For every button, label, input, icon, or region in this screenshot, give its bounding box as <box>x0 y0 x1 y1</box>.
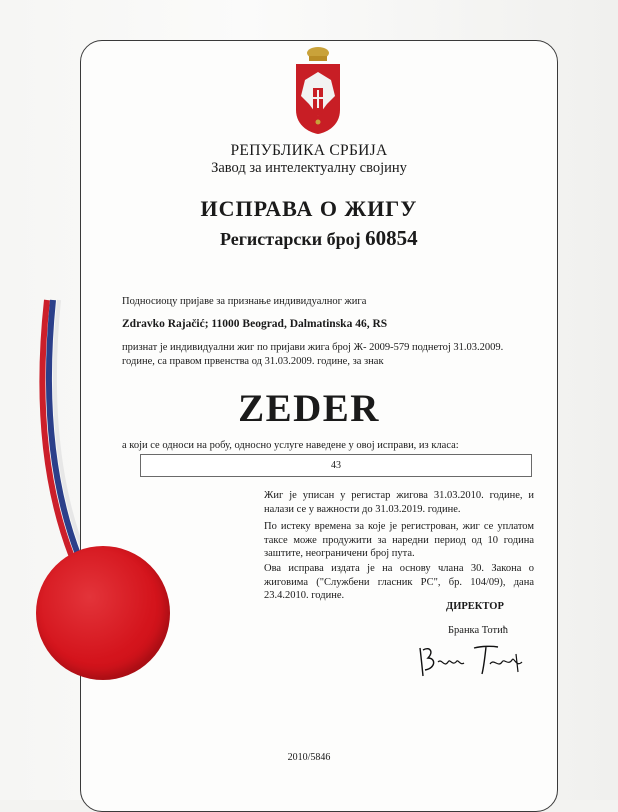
paragraph-registered: Жиг је уписан у регистар жигова 31.03.2010. године, и налази се у важности до 31.03.2019. године. <box>264 490 534 515</box>
director-title: ДИРЕКТОР <box>446 601 504 612</box>
class-box: 43 <box>140 454 532 477</box>
paragraph-legal-basis: Ова исправа издата је на основу члана 30. Закона о жиговима ("Службени гласник РС", бр. 104/09), дана 23.4.2010. године. <box>264 563 534 601</box>
registration-line <box>220 226 418 251</box>
institute-name: Завод за интелектуалну својину <box>211 160 407 176</box>
applicant-name-address: Zdravko Rajačić; 11000 Beograd, Dalmatinska 46, RS <box>122 318 388 330</box>
red-wax-seal <box>36 546 170 680</box>
applicant-intro: Подносиоцу пријаве за признање индивидуалног жига <box>122 296 367 307</box>
republic-name: РЕПУБЛИКА СРБИЈА <box>230 142 388 159</box>
goods-intro: а који се односи на робу, односно услуге наведене у овој исправи, из класа: <box>122 440 459 451</box>
signer-name: Бранка Тотић <box>448 625 508 636</box>
registration-label: Регистарски број <box>220 229 361 249</box>
document-number: 2010/5846 <box>287 752 331 763</box>
serbian-coat-of-arms-icon <box>291 44 345 134</box>
paragraph-renewal: По истеку времена за које је регистрован, жиг се уплатом таксе може продужити за наредни период од 10 година заштите, неограничени број пута. <box>264 521 534 559</box>
handwritten-signature <box>412 638 540 682</box>
document-title: ИСПРАВА О ЖИГУ <box>200 196 418 221</box>
trademark-name: ZEDER <box>238 387 380 430</box>
registration-number: 60854 <box>365 226 418 250</box>
granted-text: признат је индивидуални жиг по пријави жига број Ж- 2009-579 поднетој 31.03.2009. године, са правом првенства од 31.03.2009. године, за знак <box>122 342 504 367</box>
